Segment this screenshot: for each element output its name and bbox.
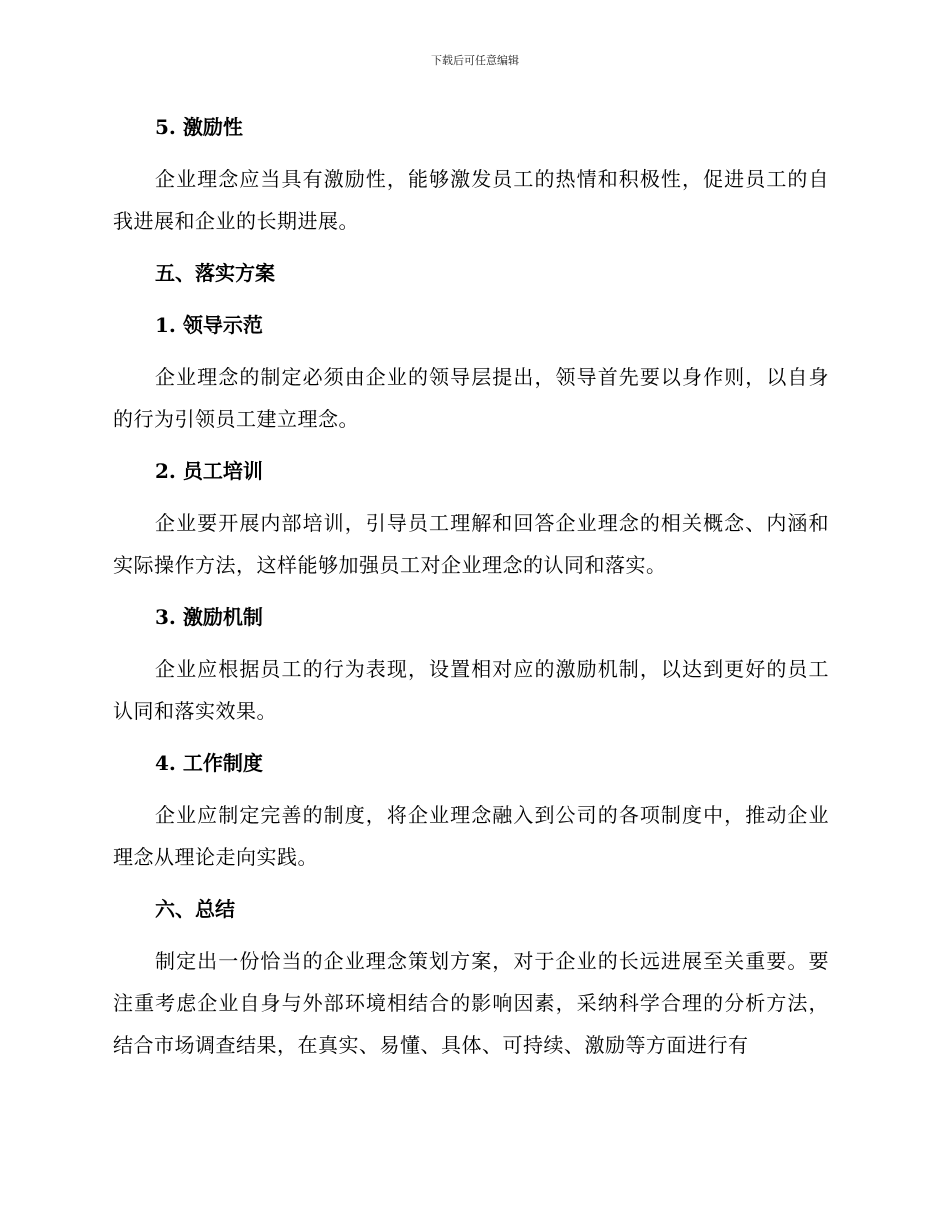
header-note: 下载后可任意编辑	[431, 54, 519, 67]
paragraph-leadership: 企业理念的制定必须由企业的领导层提出，领导首先要以身作则，以自身的行为引领员工建立理念。	[113, 365, 829, 431]
heading-leadership: 1. 领导示范	[155, 313, 263, 337]
paragraph-training: 企业要开展内部培训，引导员工理解和回答企业理念的相关概念、内涵和实际操作方法，这样能够加强员工对企业理念的认同和落实。	[113, 511, 829, 577]
heading-training: 2. 员工培训	[155, 459, 263, 483]
heading-work-system: 4. 工作制度	[155, 751, 263, 775]
heading-incentive-mechanism: 3. 激励机制	[155, 605, 263, 629]
heading-incentive: 5. 激励性	[155, 115, 243, 139]
heading-summary: 六、总结	[155, 897, 235, 921]
heading-implementation-plan: 五、落实方案	[155, 261, 275, 285]
paragraph-summary: 制定出一份恰当的企业理念策划方案，对于企业的长远进展至关重要。要注重考虑企业自身与外部环境相结合的影响因素，采纳科学合理的分析方法，结合市场调查结果，在真实、易懂、具体、可持续、激励等方面进行有	[113, 949, 829, 1057]
paragraph-work-system: 企业应制定完善的制度，将企业理念融入到公司的各项制度中，推动企业理念从理论走向实践。	[113, 803, 829, 869]
paragraph-incentive: 企业理念应当具有激励性，能够激发员工的热情和积极性，促进员工的自我进展和企业的长期进展。	[113, 167, 829, 233]
paragraph-incentive-mechanism: 企业应根据员工的行为表现，设置相对应的激励机制，以达到更好的员工认同和落实效果。	[113, 657, 829, 723]
document-body	[113, 106, 829, 1076]
